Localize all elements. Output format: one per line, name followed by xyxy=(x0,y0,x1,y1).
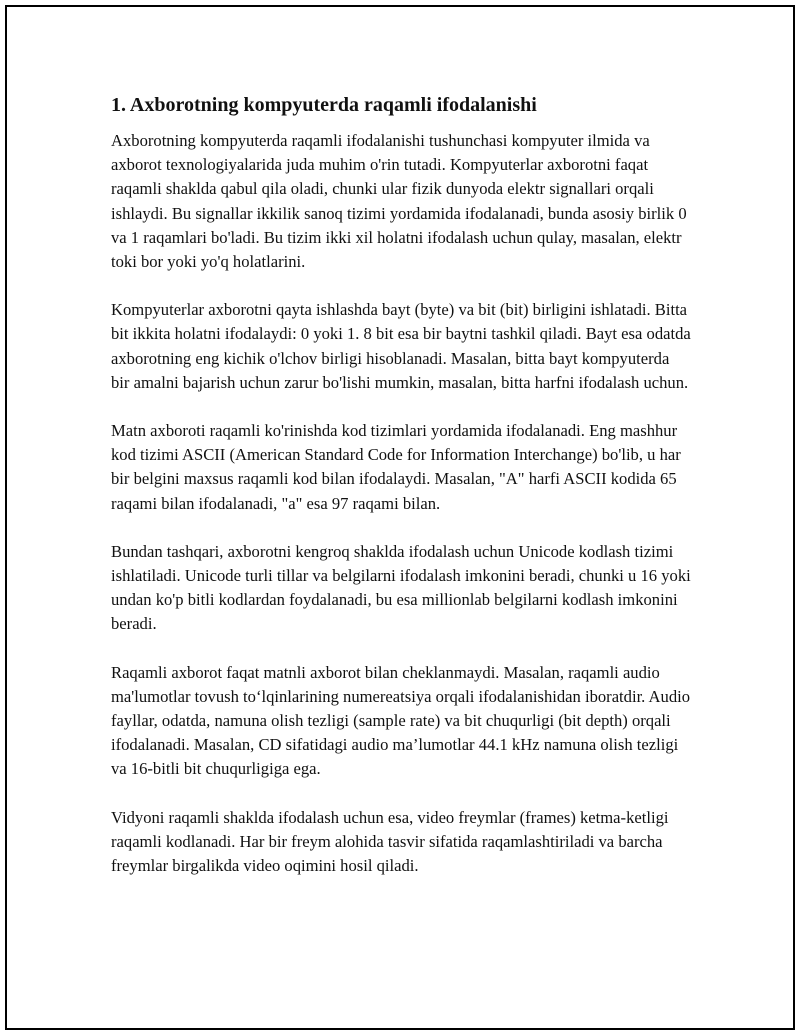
paragraph-video: Vidyoni raqamli shaklda ifodalash uchun esa, video freymlar (frames) ketma-ketligi raqamli kodlanadi. Har bir freym alohida tasvir sifatida raqamlashtiriladi va barcha freymlar birgalikda video oqimini hosil qiladi. xyxy=(111,807,669,876)
section-heading: 1. Axborotning kompyuterda raqamli ifodalanishi xyxy=(111,94,537,116)
paragraph-ascii: Matn axboroti raqamli ko'rinishda kod tizimlari yordamida ifodalanadi. Eng mashhur kod tizimi ASCII (American Standard Code for Information Interchange) bo'lib, u har bir belgini maxsus raqamli kod bilan ifodalaydi. Masalan, "A" harfi ASCII kodida 65 raqami bilan ifodalanadi, "a" esa 97 raqami bilan. xyxy=(111,421,681,513)
paragraph-audio: Raqamli axborot faqat matnli axborot bilan cheklanmaydi. Masalan, raqamli audio ma'lumotlar tovush to‘lqinlarining numereatsiya orqali ifodalanishidan iboratdir. Audio fayllar, odatda, namuna olish tezligi (sample rate) va bit chuqurligi (bit depth) orqali ifodalanadi. Masalan, CD sifatidagi audio ma’lumotlar 44.1 kHz namuna olish tezligi va 16-bitli bit chuqurligiga ega. xyxy=(111,662,691,779)
paragraph-bits-bytes: Kompyuterlar axborotni qayta ishlashda bayt (byte) va bit (bit) birligini ishlatadi. Bitta bit ikkita holatni ifodalaydi: 0 yoki 1. 8 bit esa bir baytni tashkil qiladi. Bayt esa odatda axborotning eng kichik o'lchov birligi hisoblanadi. Masalan, bitta bayt kompyuterda bir amalni bajarish uchun zarur bo'lishi mumkin, masalan, bitta harfni ifodalash uchun. xyxy=(111,300,691,392)
document-body xyxy=(111,92,691,902)
paragraph-intro: Axborotning kompyuterda raqamli ifodalanishi tushunchasi kompyuter ilmida va axborot texnologiyalarida juda muhim o'rin tutadi. Kompyuterlar axborotni faqat raqamli shaklda qabul qila oladi, chunki ular fizik dunyoda elektr signallari orqali ishlaydi. Bu signallar ikkilik sanoq tizimi yordamida ifodalanadi, bunda asosiy birlik 0 va 1 raqamlari bo'ladi. Bu tizim ikki xil holatni ifodalash uchun qulay, masalan, elektr toki bor yoki yo'q holatlarini. xyxy=(111,131,687,272)
paragraph-unicode: Bundan tashqari, axborotni kengroq shaklda ifodalash uchun Unicode kodlash tizimi ishlatiladi. Unicode turli tillar va belgilarni ifodalash imkonini beradi, chunki u 16 yoki undan ko'p bitli kodlardan foydalanadi, bu esa millionlab belgilarni kodlash imkonini beradi. xyxy=(111,541,691,634)
